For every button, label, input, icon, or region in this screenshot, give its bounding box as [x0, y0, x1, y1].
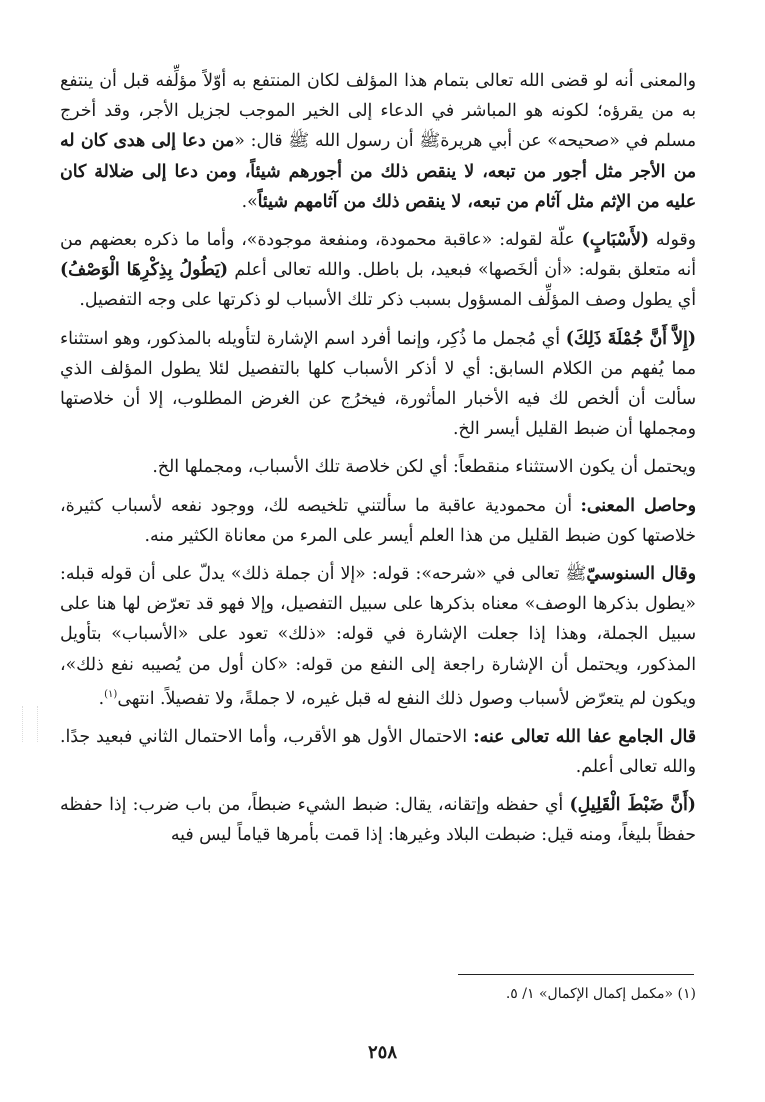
text-run: أي يطول وصف المؤلِّف المسؤول بسبب ذكر تلك الأسباب لو ذكرتها على وجه التفصيل. — [79, 290, 696, 311]
text-run: والمعنى أنه لو قضى الله تعالى بتمام هذا المؤلف لكان المنتفع به أوّلاً مؤلِّفه قبل أن ينتفع به من يقرؤه؛ لكونه هو المباشر في الدعاء إلى الخير الموجب لجزيل الأجر، وقد أخرج مسلم في «صحيحه» عن أبي هريرةﷺ أن رسول الله ﷺ قال: « — [60, 71, 696, 152]
text-run: ﷺ تعالى في «شرحه»: قوله: «إلا أن جملة ذلك» يدلّ على أن قوله قبله: «يطول بذكرها الوصف» معناه بذكرها على سبيل التفصيل، وإلا فهو قد تعرّض لها هنا على سبيل الجملة، وهذا إذا جعلت الإشارة في قوله: «ذلك» تعود على «الأسباب» بتأويل المذكور، ويحتمل أن الإشارة راجعة إلى النفع من قوله: «كان أول من يُصيبه نفع ذلك»، ويكون لم يتعرّض لأسباب وصول ذلك النفع له قبل غيره، لا جملةً، ولا تفصيلاً. انتهى — [60, 564, 696, 709]
footnote-ref: (١) — [104, 688, 118, 700]
text-run: . — [98, 688, 105, 709]
paragraph — [60, 450, 696, 482]
text-run: الاحتمال الأول هو الأقرب، وأما الاحتمال الثاني فبعيد جدًا. والله تعالى أعلم. — [60, 726, 696, 778]
text-run: أي مُجمل ما ذُكِر، وإنما أفرد اسم الإشارة لتأويله بالمذكور، وهو استثناء مما يُفهم من الكلام السابق: أي لا أذكر الأسباب كلها بالتفصيل لئلا يطول المؤلف الذي سألت أن ألخص لك فيه الأخبار المأثورة، فيخرُج عن الغرض المطلوب، إلا أن خلاصتها ومجملها أن ضبط القليل أيسر الخ. — [60, 328, 696, 440]
bold-phrase: وقال السنوسيّ — [586, 564, 696, 585]
bold-phrase: من دعا إلى هدى كان له من الأجر مثل أجور من تبعه، لا ينقص ذلك من أجورهم شيئاً، ومن دعا إلى ضلالة كان عليه من الإثم مثل آثام من تبعه، لا ينقص ذلك من آثامهم شيئاً — [60, 131, 696, 212]
text-run: ويحتمل أن يكون الاستثناء منقطعاً: أي لكن خلاصة تلك الأسباب، ومجملها الخ. — [152, 457, 696, 478]
paragraph — [60, 557, 696, 714]
footnote-separator — [458, 974, 694, 975]
paragraph — [60, 720, 696, 782]
margin-mark — [22, 706, 38, 742]
footnote: (١) «مكمل إكمال الإكمال» ١/ ٥. — [505, 986, 696, 1002]
text-run: وقوله — [649, 230, 696, 251]
page-number: ٢٥٨ — [367, 1042, 397, 1063]
bold-phrase: وحاصل المعنى: — [580, 495, 696, 516]
text-run: ». — [241, 191, 258, 212]
paragraph — [60, 322, 696, 445]
text-run: أي حفظه وإتقانه، يقال: ضبط الشيء ضبطاً، من باب ضرب: إذا حفظه حفظاً بليغاً، ومنه قيل: ضبطت البلاد وغيرها: إذا قمت بأمرها قياماً ليس فيه — [60, 795, 696, 846]
paragraph — [60, 489, 696, 551]
bold-phrase: (إِلاَّ أَنَّ جُمْلَةَ ذَلِكَ) — [565, 328, 696, 349]
bold-phrase: (أَنَّ ضَبْطَ الْقَلِيلِ) — [569, 795, 696, 816]
text-run: أن محمودية عاقبة ما سألتني تلخيصه لك، ووجود نفعه لأسباب كثيرة، خلاصتها كون ضبط القليل من هذا العلم أيسر على المرء من معاناة الكثير منه. — [60, 495, 696, 546]
paragraph — [60, 223, 696, 316]
paragraph — [60, 66, 696, 217]
main-text — [60, 66, 696, 857]
bold-phrase: (يَطُولُ بِذِكْرِهَا الْوَصْفُ) — [60, 260, 229, 281]
paragraph — [60, 788, 696, 850]
text-run: علّة لقوله: «عاقبة محمودة، ومنفعة موجودة»، وأما ما ذكره بعضهم من أنه متعلق بقوله: «أن ألخَصها» فبعيد، بل باطل. والله تعالى أعلم — [60, 230, 697, 281]
bold-phrase: قال الجامع عفا الله تعالى عنه: — [473, 726, 696, 747]
bold-phrase: (لأَسْبَابٍ) — [581, 230, 650, 251]
